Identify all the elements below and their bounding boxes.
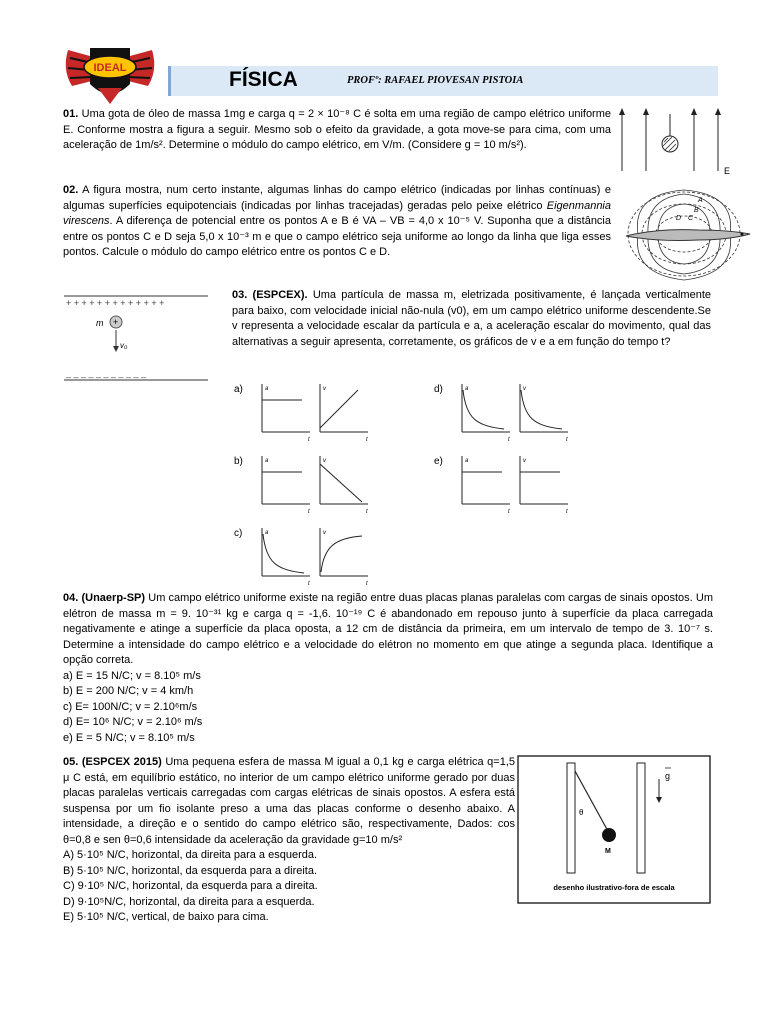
point-a-label: A <box>698 197 703 204</box>
question-2-text-a: A figura mostra, num certo instante, algumas linhas do campo elétrico (indicadas por linhas contínuas) e algumas superfícies equipotenciais (indicadas por linhas tracejadas) geradas pelo peixe elétrico <box>63 184 611 212</box>
subject-title: FÍSICA <box>229 68 298 91</box>
figure-frame <box>518 756 710 903</box>
question-5-pendulum-figure <box>517 755 711 904</box>
mass-label: m <box>96 318 104 328</box>
field-arrowheads <box>619 108 721 115</box>
question-4-text: Um campo elétrico uniforme existe na região entre duas placas planas paralelas com cargas de sinais opostos. Um elétron de massa m = 9. 10⁻³¹ kg e carga q = -1,6. 10⁻¹⁹ C é abandonado em repouso junto à superfície da placa carregada negativamente e atinge a superfície da placa oposta, a 12 cm de distância da primeira, em um intervalo de tempo de 3. 10⁻⁷ s. Determine a intensidade do campo elétrico e a velocidade do elétron no momento em que atinge a segunda placa. Identifique a opção correta. <box>63 592 713 666</box>
option-a-a-graph-y-label: a <box>265 386 269 392</box>
question-4-option-d[interactable]: d) E= 10⁶ N/C; v = 2.10⁶ m/s <box>63 716 203 728</box>
question-5-option-d[interactable]: D) 9·10⁵N/C, horizontal, da direita para a esquerda. <box>63 895 315 908</box>
right-plate <box>637 763 645 873</box>
header-bar <box>168 66 718 96</box>
question-2-number: 02. <box>63 184 79 196</box>
option-c-v-graph-y-label: v <box>323 530 326 536</box>
option-c-v-graph-t-label: t <box>366 581 368 587</box>
option-e-label: e) <box>434 456 443 467</box>
question-3-text: Uma partícula de massa m, eletrizada positivamente, é lançada verticalmente para baixo, com velocidade inicial não-nula (v0), em um campo elétrico uniforme descendente.Se v representa a velocidade escalar da partícula e a, a aceleração escalar do movimento, qual das alternativas a seguir apresenta, corretamente, os gráficos de v e a em função do tempo t? <box>232 289 711 348</box>
question-5-option-e[interactable]: E) 5·10⁵ N/C, vertical, de baixo para cima. <box>63 911 269 923</box>
question-5 <box>63 755 515 926</box>
top-plate-charges: + + + + + + + + + + + + + <box>66 298 165 308</box>
particle-plus: + <box>113 317 119 327</box>
professor-name: PROFº: RAFAEL PIOVESAN PISTOIA <box>347 75 524 86</box>
option-b-v-curve <box>320 464 362 502</box>
option-d-a-curve <box>463 390 504 429</box>
question-4 <box>63 591 713 746</box>
velocity-arrowhead <box>113 346 119 352</box>
point-c-label: C <box>688 215 694 222</box>
mass-label: M <box>605 848 611 855</box>
logo-text: IDEAL <box>93 62 127 74</box>
logo <box>60 40 160 108</box>
option-b-v-graph-y-label: v <box>323 458 326 464</box>
question-3 <box>232 288 711 350</box>
question-5-option-a[interactable]: A) 5·10⁵ N/C, horizontal, da direita para a esquerda. <box>63 849 318 861</box>
field-label: E <box>724 166 731 176</box>
velocity-label: v₀ <box>120 341 128 350</box>
logo-tail <box>98 88 122 104</box>
option-a-label: a) <box>234 384 243 395</box>
question-2-fish-figure <box>618 188 758 284</box>
option-c-label: c) <box>234 528 243 539</box>
question-2 <box>63 183 611 261</box>
option-d-v-graph-t-label: t <box>566 437 568 443</box>
option-d-a-graph-y-label: a <box>465 386 469 392</box>
question-2-text-b: . A diferença de potencial entre os pontos A e B é VA – VB = 4,0 x 10⁻⁵ V. Suponha que a distância entre os pontos C e D seja 5,0 x 10⁻³ m e que o campo elétrico seja uniforme ao longo da linha que liga esses pontos. Calcule o módulo do campo elétrico entre os pontos C e D. <box>63 215 611 258</box>
option-e-v-graph-t-label: t <box>566 509 568 515</box>
question-3-graph-options <box>232 376 568 588</box>
question-3-plates-figure <box>62 292 212 384</box>
eel-eye <box>741 233 744 236</box>
gravity-label: g <box>665 771 671 781</box>
eel-body <box>626 230 750 241</box>
option-b-v-graph-t-label: t <box>366 509 368 515</box>
option-e-a-graph-y-label: a <box>465 458 469 464</box>
option-d-graphs[interactable] <box>434 384 568 443</box>
option-e-a-graph-t-label: t <box>508 509 510 515</box>
option-d-a-graph-t-label: t <box>508 437 510 443</box>
point-d-label: D <box>676 215 682 222</box>
sphere <box>602 828 616 842</box>
option-b-a-graph-y-label: a <box>265 458 269 464</box>
question-5-number: 05. (ESPCEX 2015) <box>63 756 162 768</box>
option-e-graphs[interactable] <box>434 456 568 515</box>
option-b-label: b) <box>234 456 243 467</box>
point-b-label: B <box>694 207 699 214</box>
question-4-option-a[interactable]: a) E = 15 N/C; v = 8.10⁵ m/s <box>63 669 201 682</box>
option-c-a-graph-t-label: t <box>308 581 310 587</box>
question-4-number: 04. (Unaerp-SP) <box>63 592 146 604</box>
option-a-v-graph-t-label: t <box>366 437 368 443</box>
option-d-v-graph-y-label: v <box>523 386 526 392</box>
question-4-option-c[interactable]: c) E= 100N/C; v = 2.10⁶m/s <box>63 700 198 713</box>
question-4-option-e[interactable]: e) E = 5 N/C; v = 8.10⁵ m/s <box>63 731 195 744</box>
option-c-a-curve <box>263 534 304 573</box>
option-d-v-curve <box>521 390 562 429</box>
theta-label: θ <box>579 808 584 817</box>
question-1-figure <box>612 106 742 178</box>
option-b-graphs[interactable] <box>234 456 368 515</box>
bottom-plate-charges: _ _ _ _ _ _ _ _ _ _ _ <box>66 368 147 378</box>
question-5-option-c[interactable]: C) 9·10⁵ N/C, horizontal, da esquerda para a direita. <box>63 880 318 892</box>
question-4-option-b[interactable]: b) E = 200 N/C; v = 4 km/h <box>63 685 194 697</box>
question-2-species: Eigenmannia virescens <box>63 199 611 227</box>
question-5-option-b[interactable]: B) 5·10⁵ N/C, horizontal, da esquerda para a direita. <box>63 864 318 877</box>
question-1-number: 01. <box>63 108 79 120</box>
left-plate <box>567 763 575 873</box>
option-d-label: d) <box>434 384 443 395</box>
figure-caption: desenho ilustrativo-fora de escala <box>553 883 675 892</box>
option-a-v-graph-y-label: v <box>323 386 326 392</box>
option-c-graphs[interactable] <box>234 528 368 587</box>
option-b-a-graph-t-label: t <box>308 509 310 515</box>
option-a-a-graph-t-label: t <box>308 437 310 443</box>
option-a-v-curve <box>320 390 358 428</box>
question-5-text: Uma pequena esfera de massa M igual a 0,1 kg e carga elétrica q=1,5 μ C está, em equilíbrio estático, no interior de um campo elétrico uniforme gerado por duas placas paralelas verticais carregadas com cargas elétricas de sinais opostos. A esfera está suspensa por um fio isolante preso a uma das placas conforme o desenho abaixo. A intensidade, a direção e o sentido do campo elétrico são, respectivamente, Dados: cos θ=0,8 e sen θ=0,6 intensidade da aceleração da gravidade g=10 m/s² <box>63 756 515 846</box>
option-a-graphs[interactable] <box>234 384 368 443</box>
question-1-text: Uma gota de óleo de massa 1mg e carga q = 2 × 10⁻⁸ C é solta em uma região de campo elétrico uniforme E. Conforme mostra a figura a seguir. Mesmo sob o efeito da gravidade, a gota move-se para cima, com uma aceleração de 1m/s². Determine o módulo do campo elétrico, em V/m. (Considere g = 10 m/s²). <box>63 108 612 151</box>
option-c-a-graph-y-label: a <box>265 530 269 536</box>
option-c-v-curve <box>321 536 362 572</box>
question-3-number: 03. (ESPCEX). <box>232 289 308 301</box>
option-e-v-graph-y-label: v <box>523 458 526 464</box>
question-1 <box>63 107 611 154</box>
